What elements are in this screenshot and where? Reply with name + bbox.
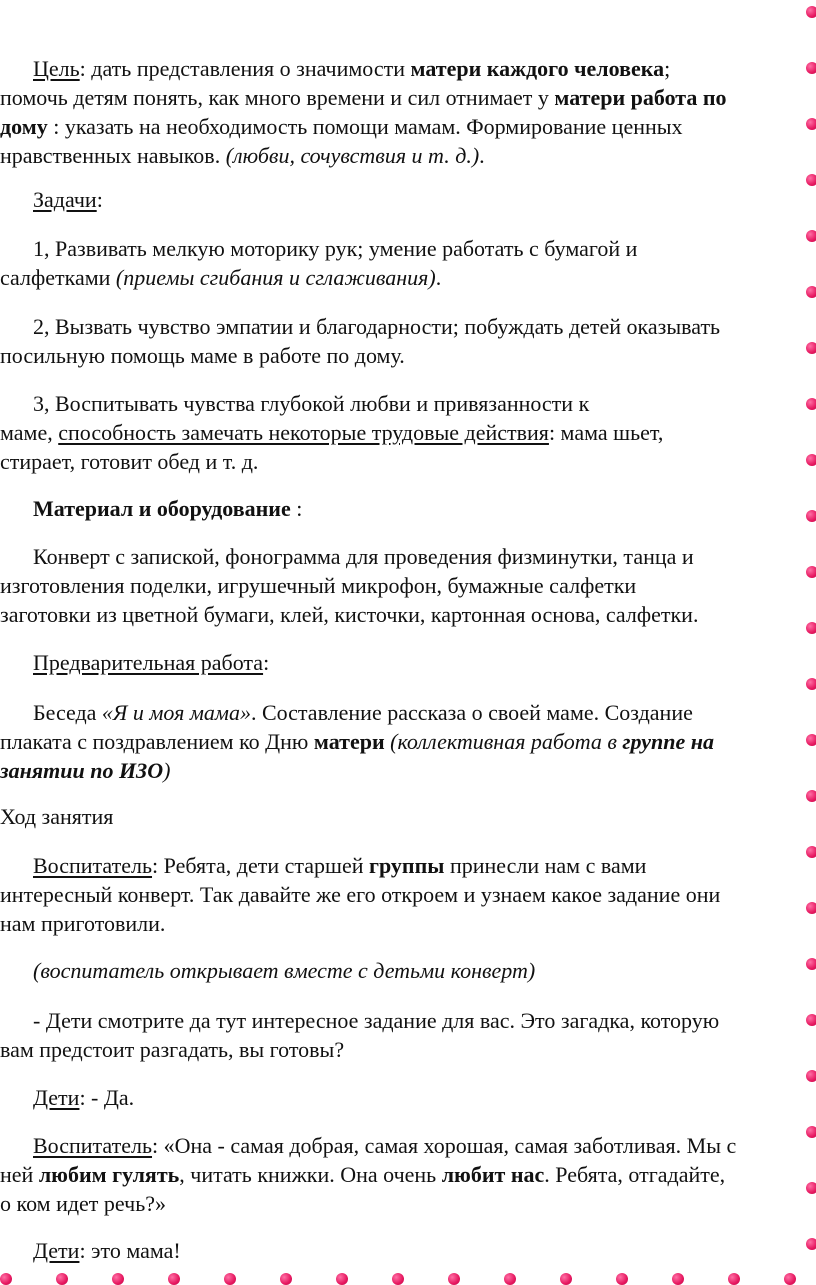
prework-heading: Предварительная работа: [33, 650, 270, 675]
decor-dot [806, 286, 816, 298]
decor-dot [806, 1182, 816, 1194]
decor-dot [806, 6, 816, 18]
decor-dot [392, 1273, 404, 1285]
decor-dot [806, 398, 816, 410]
decor-dot [806, 454, 816, 466]
decor-dot [784, 1273, 796, 1285]
teacher-label: Воспитатель [33, 853, 153, 878]
goal-label: Цель [33, 56, 80, 81]
teacher-line-2: - Дети смотрите да тут интересное задание для вас. Это загадка, которую вам предстоит разгадать, вы готовы? [0, 1008, 720, 1062]
decor-dot [224, 1273, 236, 1285]
decor-dot [806, 958, 816, 970]
task-3: 3, Воспитывать чувства глубокой любви и привязанности к маме, способность замечать некоторые трудовые действия: мама шьет, стирает, готовит обед и т. д. [0, 391, 664, 474]
material-paragraph: Конверт с запиской, фонограмма для проведения физминутки, танца и изготовления поделки, игрушечный микрофон, бумажные салфетки заготовки из цветной бумаги, клей, кисточки, картонная основа, салфетки. [0, 544, 699, 627]
decor-dot [112, 1273, 124, 1285]
decor-dot [0, 1273, 12, 1285]
kids-line-2: Дети: это мама! [33, 1238, 181, 1263]
decor-dot [504, 1273, 516, 1285]
conversation-paragraph: Беседа «Я и моя мама». Составление рассказа о своей маме. Создание плаката с поздравлением ко Дню матери (коллективная работа в группе на занятии по ИЗО) [0, 700, 714, 783]
decor-dot [168, 1273, 180, 1285]
decor-dot [806, 566, 816, 578]
decor-dot [806, 622, 816, 634]
decor-dot [806, 846, 816, 858]
decor-dot [448, 1273, 460, 1285]
task-1: 1, Развивать мелкую моторику рук; умение работать с бумагой и салфетками (приемы сгибания и сглаживания). [0, 236, 638, 290]
task-2: 2, Вызвать чувство эмпатии и благодарности; побуждать детей оказывать посильную помощь маме в работе по дому. [0, 314, 721, 368]
course-heading: Ход занятия [0, 804, 114, 829]
kids-label: Дети [33, 1238, 80, 1263]
teacher-label: Воспитатель [33, 1133, 153, 1158]
tasks-heading: Задачи: [33, 187, 103, 212]
decor-dot [280, 1273, 292, 1285]
remark: (воспитатель открывает вместе с детьми конверт) [33, 958, 536, 983]
decor-dot [806, 902, 816, 914]
decor-dot [806, 734, 816, 746]
decor-dot [336, 1273, 348, 1285]
decor-dot [56, 1273, 68, 1285]
decor-dot [728, 1273, 740, 1285]
kids-line-1: Дети: - Да. [33, 1085, 135, 1110]
decor-dot [560, 1273, 572, 1285]
goal-paragraph: Цель: дать представления о значимости матери каждого человека; помочь детям понять, как много времени и сил отнимает у матери работа по дому : указать на необходимость помощи мамам. Формирование ценных нравственных навыков. (любви, сочувствия и т. д.). [0, 56, 727, 168]
decor-dot [806, 510, 816, 522]
decor-dot [806, 678, 816, 690]
decor-dot [806, 118, 816, 130]
kids-label: Дети [33, 1085, 80, 1110]
decor-dot [806, 1238, 816, 1250]
decor-dot [806, 230, 816, 242]
teacher-line-1: Воспитатель: Ребята, дети старшей группы принесли нам с вами интересный конверт. Так давайте же его откроем и узнаем какое задание они нам приготовили. [0, 853, 721, 936]
decor-dot [672, 1273, 684, 1285]
decor-dot [806, 790, 816, 802]
tasks-label: Задачи [33, 187, 97, 212]
material-heading: Материал и оборудование : [33, 496, 303, 521]
decor-dot [616, 1273, 628, 1285]
prework-label: Предварительная работа [33, 650, 264, 675]
decor-dot [806, 342, 816, 354]
decor-dot [806, 174, 816, 186]
teacher-line-3: Воспитатель: «Она - самая добрая, самая хорошая, самая заботливая. Мы с ней любим гулять, читать книжки. Она очень любит нас. Ребята, отгадайте, о ком идет речь?» [0, 1133, 737, 1216]
decor-dot [806, 62, 816, 74]
decor-dot [806, 1014, 816, 1026]
decor-dot [806, 1126, 816, 1138]
decor-dot [806, 1070, 816, 1082]
